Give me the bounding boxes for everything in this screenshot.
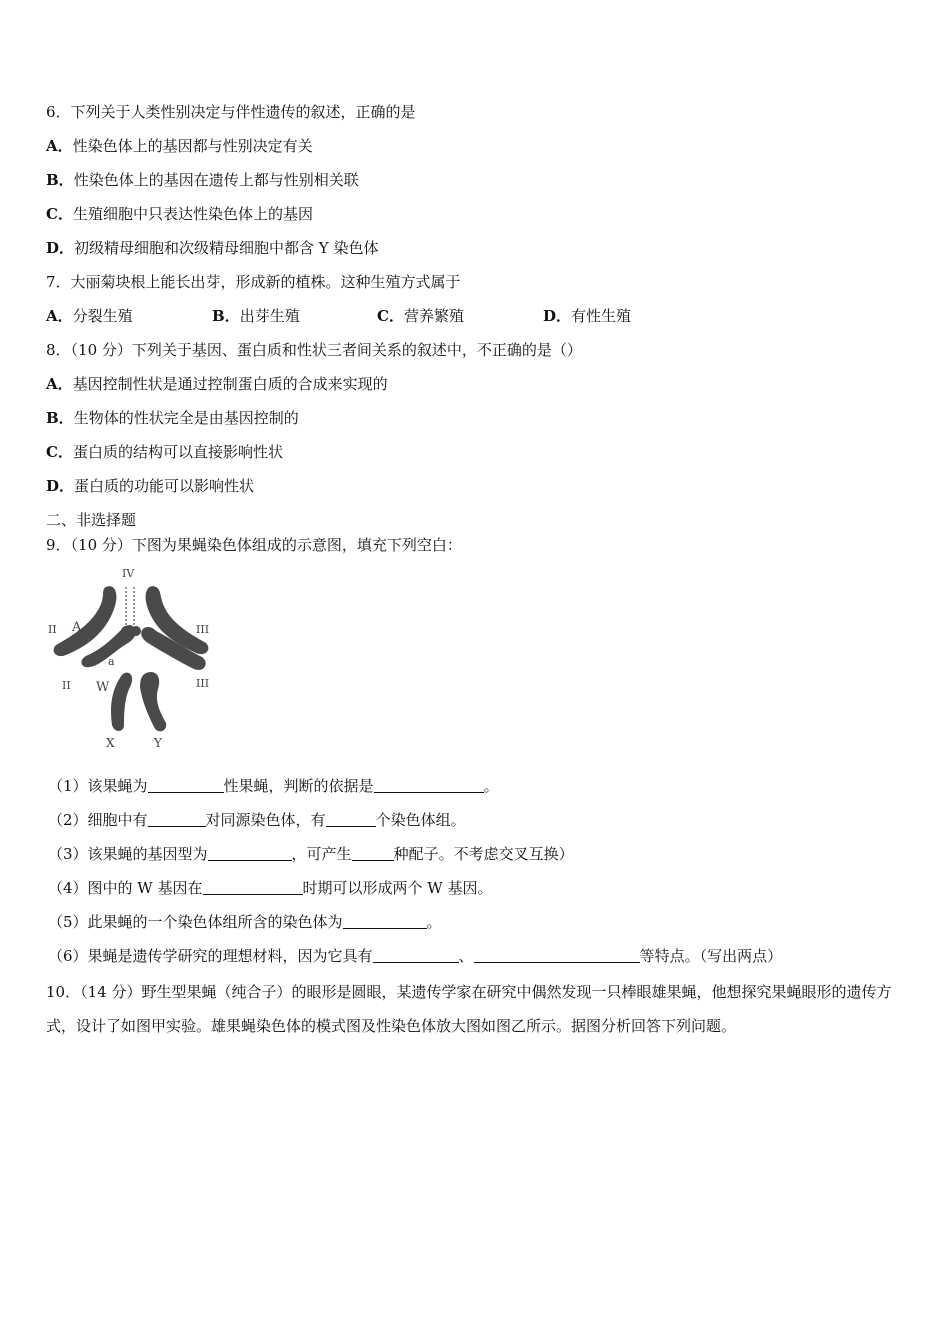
q7-option-a: A．分裂生殖 [46, 307, 133, 325]
label-gene-w: W [96, 680, 110, 695]
chromosome-iv-dot-left [121, 626, 131, 636]
option-letter: D． [46, 239, 75, 257]
label-iii-top: III [196, 623, 210, 636]
answer-blank[interactable] [373, 948, 459, 963]
option-letter: A． [46, 375, 73, 393]
answer-blank[interactable] [208, 846, 292, 861]
answer-blank[interactable] [352, 846, 394, 861]
q9-part4: （4）图中的 W 基因在 时期可以形成两个 W 基因。 [48, 879, 493, 897]
answer-blank[interactable] [148, 812, 206, 827]
option-text: 性染色体上的基因在遗传上都与性别相关联 [73, 171, 359, 189]
q8-stem: 8．（10 分）下列关于基因、蛋白质和性状三者间关系的叙述中，不正确的是（） [46, 341, 582, 359]
option-text: 基因控制性状是通过控制蛋白质的合成来实现的 [72, 375, 388, 393]
option-letter: D． [46, 477, 75, 495]
option-text: 蛋白质的结构可以直接影响性状 [72, 443, 283, 461]
label-gene-a-lower: a [108, 655, 115, 668]
option-letter: C． [46, 205, 73, 223]
q9-part6: （6）果蝇是遗传学研究的理想材料，因为它具有 、 等特点。（写出两点） [48, 947, 783, 965]
q6-stem: 6．下列关于人类性别决定与伴性遗传的叙述，正确的是 [46, 103, 416, 121]
option-text: 蛋白质的功能可以影响性状 [74, 477, 255, 495]
option-text: 初级精母细胞和次级精母细胞中都含 Y 染色体 [74, 239, 379, 257]
section-heading: 二、非选择题 [46, 511, 137, 529]
q7-options [46, 306, 906, 326]
answer-blank[interactable] [343, 914, 427, 929]
chromosome-figure [44, 565, 222, 755]
q7-option-b: B．出芽生殖 [212, 307, 300, 325]
chromosome-y [140, 672, 166, 731]
answer-blank[interactable] [148, 778, 224, 793]
q9-stem: 9．（10 分）下图为果蝇染色体组成的示意图，填充下列空白： [46, 536, 462, 554]
answer-blank[interactable] [326, 812, 376, 827]
label-y: Y [154, 736, 162, 750]
q9-part2: （2）细胞中有 对同源染色体，有 个染色体组。 [48, 811, 466, 829]
label-gene-a-upper: A [72, 620, 82, 635]
q7-option-c: C．营养繁殖 [377, 307, 464, 325]
q9-part1: （1）该果蝇为 性果蝇，判断的依据是 。 [48, 777, 499, 795]
option-text: 性染色体上的基因都与性别决定有关 [72, 137, 313, 155]
option-text: 生物体的性状完全是由基因控制的 [73, 409, 299, 427]
chromosome-diagram [44, 565, 222, 755]
label-ii-top: II [48, 623, 57, 636]
chromosome-x [111, 673, 132, 731]
q6-option-a [46, 136, 313, 156]
label-iii-bottom: III [196, 677, 210, 690]
q9-part5: （5）此果蝇的一个染色体组所含的染色体为 。 [48, 913, 442, 931]
q6-option-c [46, 204, 313, 224]
option-letter: C． [46, 443, 73, 461]
answer-blank[interactable] [203, 880, 303, 895]
q8-option-c [46, 442, 283, 462]
q7-stem: 7．大丽菊块根上能长出芽，形成新的植株。这种生殖方式属于 [46, 273, 461, 291]
q7-option-d: D．有性生殖 [543, 307, 632, 325]
option-letter: B． [46, 171, 74, 189]
option-letter: A． [46, 137, 73, 155]
answer-blank[interactable] [374, 778, 484, 793]
option-letter: B． [46, 409, 74, 427]
q6-option-d [46, 238, 378, 258]
q6-option-b [46, 170, 359, 190]
label-ii-bottom: II [62, 679, 71, 692]
q9-part3: （3）该果蝇的基因型为 ，可产生 种配子。不考虑交叉互换） [48, 845, 574, 863]
q10-stem: 10．（14 分）野生型果蝇（纯合子）的眼形是圆眼，某遗传学家在研究中偶然发现一只棒眼雄果蝇，他想探究果蝇眼形的遗传方式，设计了如图甲实验。雄果蝇染色体的模式图及性染色体放大图如图乙所示。据图分析回答下列问题。 [46, 983, 892, 1035]
label-iv: IV [122, 567, 135, 580]
chromosome-iv-dot-right [131, 626, 141, 636]
answer-blank[interactable] [474, 948, 640, 963]
option-text: 生殖细胞中只表达性染色体上的基因 [72, 205, 313, 223]
q8-option-b [46, 408, 299, 428]
q8-option-a [46, 374, 388, 394]
q8-option-d [46, 476, 254, 496]
label-x: X [106, 736, 115, 750]
